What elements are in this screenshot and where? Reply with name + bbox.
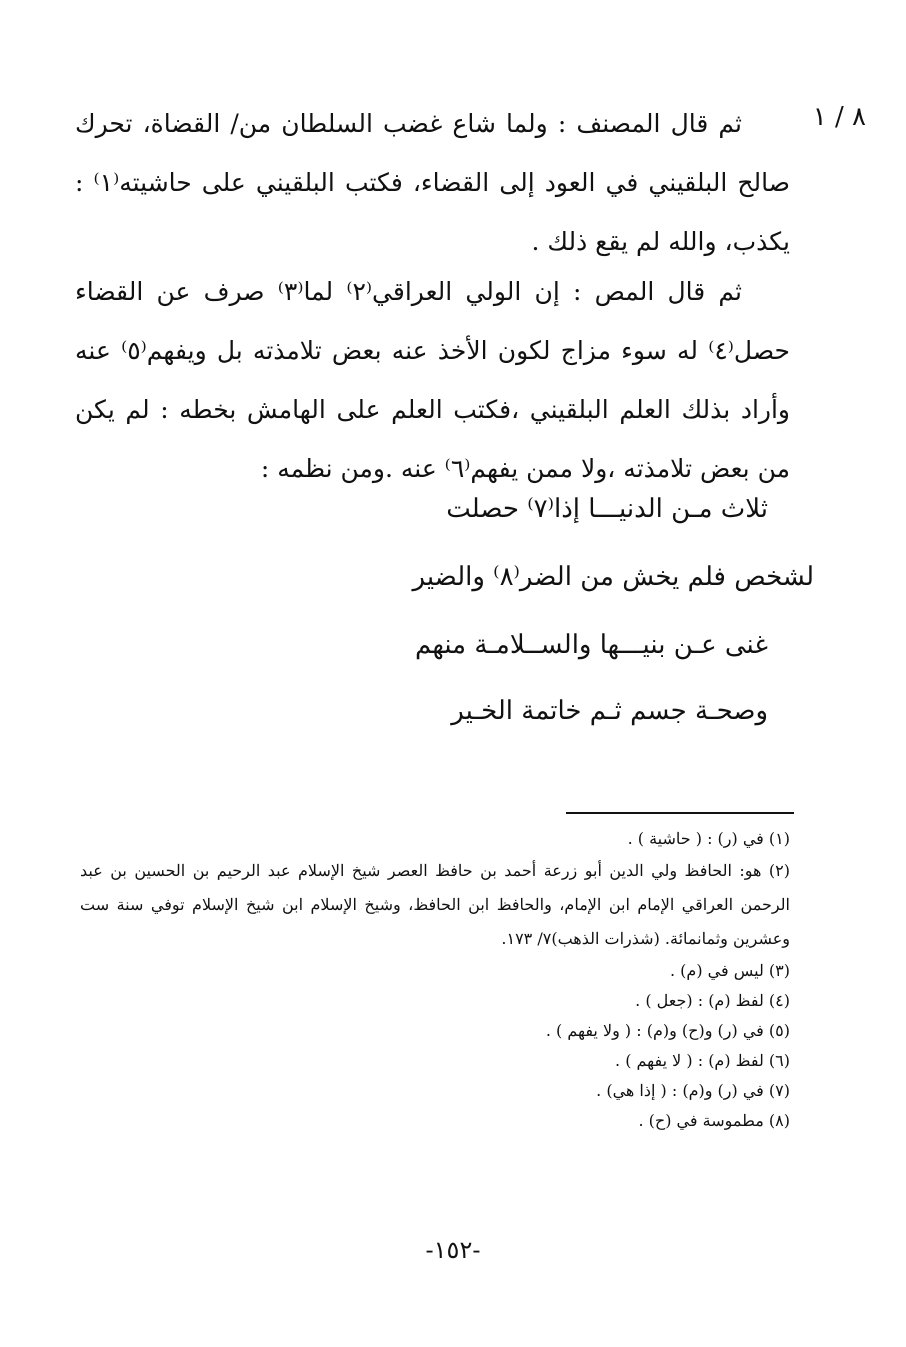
footnote-2: (٢) هو: الحافظ ولي الدين أبو زرعة أحمد بن حافظ العصر شيخ الإسلام عبد الرحيم بن الحسين بن عبد الرحمن العراقي الإمام ابن الإمام، والحافظ ابن الحافظ، وشيخ الإسلام ابن شيخ الإسلام توفي سنة ست وعشرين وثمانمائة. (شذرات الذهب)٧/ ١٧٣. xyxy=(80,861,791,948)
verse-line-4: وصحـة جسم ثـم خاتمة الخـير xyxy=(451,696,768,726)
margin-reference: ٨ / ١ xyxy=(812,102,866,132)
paragraph-1 xyxy=(75,94,790,271)
footnotes xyxy=(80,824,790,1136)
footnote-7: (٧) في (ر) و(م) : ( إذا هي) . xyxy=(596,1081,790,1100)
footnote-5: (٥) في (ر) و(ح) و(م) : ( ولا يفهم ) . xyxy=(545,1021,790,1040)
footnote-3: (٣) ليس في (م) . xyxy=(670,961,790,980)
paragraph-text: ثم قال المص : إن الولي العراقي⁽٢⁾ لما⁽٣⁾ صرف عن القضاء حصل⁽٤⁾ له سوء مزاج لكون الأخذ عنه بعض تلامذته بل ويفهم⁽٥⁾ عنه وأراد بذلك العلم البلقيني ،فكتب العلم على الهامش بخطه : لم يكن من بعض تلامذته ،ولا ممن يفهم⁽٦⁾ عنه .ومن نظمه : xyxy=(75,277,791,483)
footnote-1: (١) في (ر) : ( حاشية ) . xyxy=(627,829,790,848)
verse-line-1: ثلاث مـن الدنيـــا إذا⁽٧⁾ حصلت xyxy=(446,494,768,524)
footnote-8: (٨) مطموسة في (ح) . xyxy=(638,1111,790,1130)
footnote-divider xyxy=(566,812,794,814)
page-number: -١٥٢- xyxy=(425,1236,481,1264)
paragraph-text: ثم قال المصنف : ولما شاع غضب السلطان من/ القضاة، تحرك صالح البلقيني في العود إلى القضاء، فكتب البلقيني على حاشيته⁽١⁾ : يكذب، والله لم يقع ذلك . xyxy=(75,109,790,256)
verse-line-3: غنى عـن بنيـــها والســلامـة منهم xyxy=(415,630,768,660)
verse-line-2: لشخص فلم يخش من الضر⁽٨⁾ والضير xyxy=(412,562,814,592)
footnote-6: (٦) لفظ (م) : ( لا يفهم ) . xyxy=(615,1051,790,1070)
paragraph-2 xyxy=(75,262,790,498)
footnote-4: (٤) لفظ (م) : (جعل ) . xyxy=(635,991,790,1010)
